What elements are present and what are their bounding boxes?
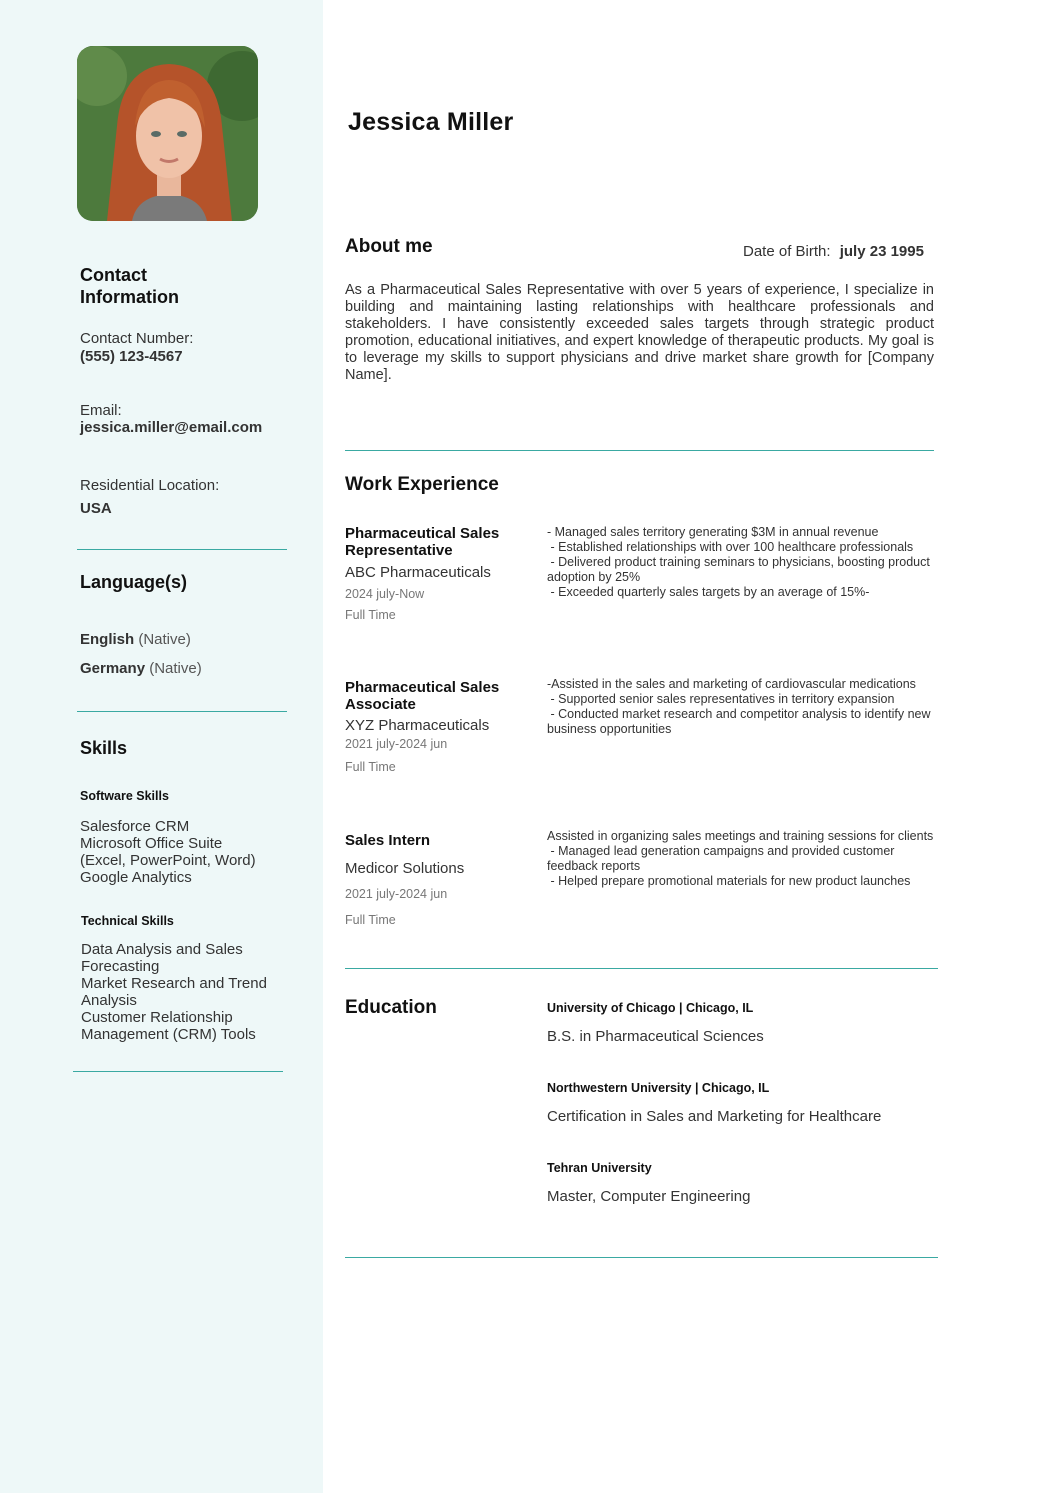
education-degree: Master, Computer Engineering (547, 1188, 751, 1205)
main-content (323, 0, 1055, 1493)
sidebar (0, 0, 323, 1493)
job-company: XYZ Pharmaceuticals (345, 717, 490, 734)
job-bullets (547, 829, 937, 889)
job-bullet: - Managed sales territory generating $3M in annual revenue (547, 525, 879, 539)
job-bullet: - Supported senior sales representatives in territory expansion (547, 692, 895, 706)
skill-item: Management (CRM) Tools (81, 1026, 256, 1043)
skill-item: Salesforce CRM (80, 818, 190, 835)
technical-skills-heading: Technical Skills (81, 914, 174, 928)
software-skills-list (80, 818, 256, 886)
language-item (80, 660, 202, 677)
job-type: Full Time (345, 913, 396, 927)
job-bullet: -Assisted in the sales and marketing of cardiovascular medications (547, 677, 916, 691)
candidate-name: Jessica Miller (348, 108, 514, 136)
skill-item: Customer Relationship (81, 1009, 233, 1026)
skill-item: Data Analysis and Sales (81, 941, 243, 958)
job-bullet: - Helped prepare promotional materials for new product launches (547, 874, 911, 888)
language-name: Germany (80, 660, 146, 677)
job-bullet: - Exceeded quarterly sales targets by an average of 15%- (547, 585, 870, 599)
work-heading: Work Experience (345, 474, 499, 495)
job-company: ABC Pharmaceuticals (345, 564, 491, 581)
education-school: Northwestern University | Chicago, IL (547, 1081, 770, 1095)
skill-item: Microsoft Office Suite (80, 835, 223, 852)
job-bullet: - Conducted market research and competitor analysis to identify new business opportunities (547, 707, 935, 736)
job-bullet: - Established relationships with over 100 healthcare professionals (547, 540, 914, 554)
date-of-birth (743, 243, 924, 260)
education-degree: B.S. in Pharmaceutical Sciences (547, 1028, 764, 1045)
job-dates: 2021 july-2024 jun (345, 887, 448, 901)
language-level: (Native) (149, 660, 202, 677)
education-heading: Education (345, 997, 437, 1018)
job-bullets (547, 677, 947, 737)
dob-label: Date of Birth: (743, 243, 831, 260)
job-bullet: - Delivered product training seminars to physicians, boosting product adoption by 25% (547, 555, 934, 584)
job-dates: 2024 july-Now (345, 587, 425, 601)
education-school: Tehran University (547, 1161, 652, 1175)
education-degree: Certification in Sales and Marketing for Healthcare (547, 1108, 882, 1125)
skill-item: Market Research and Trend (81, 975, 267, 992)
email-value: jessica.miller@email.com (80, 419, 263, 436)
education-school: University of Chicago | Chicago, IL (547, 1001, 754, 1015)
location-value: USA (80, 500, 112, 517)
skills-divider (73, 1071, 283, 1072)
software-skills-heading: Software Skills (80, 789, 169, 803)
phone-label: Contact Number: (80, 330, 194, 347)
skill-item: (Excel, PowerPoint, Word) (80, 852, 256, 869)
about-heading: About me (345, 236, 433, 257)
education-divider (345, 1257, 938, 1258)
job-dates: 2021 july-2024 jun (345, 737, 448, 751)
profile-photo (77, 46, 258, 221)
job-type: Full Time (345, 760, 396, 774)
job-title: Sales Intern (345, 832, 431, 849)
job-type: Full Time (345, 608, 396, 622)
skill-item: Analysis (81, 992, 137, 1009)
job-bullet: - Managed lead generation campaigns and provided customer feedback reports (547, 844, 898, 873)
language-name: English (80, 631, 135, 648)
job-bullets (547, 525, 942, 600)
technical-skills-list (81, 941, 267, 1043)
location-label: Residential Location: (80, 477, 220, 494)
job-title: Pharmaceutical Sales Associate (345, 679, 500, 713)
job-bullet: Assisted in organizing sales meetings and training sessions for clients (547, 829, 934, 843)
skills-heading: Skills (80, 738, 128, 758)
languages-divider (77, 711, 287, 712)
languages-heading: Language(s) (80, 572, 188, 592)
language-item (80, 631, 191, 648)
job-company: Medicor Solutions (345, 860, 465, 877)
about-text: As a Pharmaceutical Sales Representative with over 5 years of experience, I specialize in building and maintaining lasting relationships with healthcare professionals and stakeholders. I have consistently exceeded sales targets through strategic product promotion, educational initiatives, and expert knowledge of therapeutic products. My goal is to leverage my skills to support physicians and drive market share growth for [Company Name]. (345, 282, 934, 383)
dob-value: july 23 1995 (839, 243, 924, 260)
contact-heading: Contact Information (80, 265, 179, 307)
skill-item: Google Analytics (80, 869, 192, 886)
profile-photo-illustration (77, 46, 258, 221)
job-title: Pharmaceutical Sales Representative (345, 525, 500, 559)
work-divider (345, 968, 938, 969)
email-label: Email: (80, 402, 122, 419)
skill-item: Forecasting (81, 958, 160, 975)
language-level: (Native) (138, 631, 191, 648)
contact-divider (77, 549, 287, 550)
about-divider (345, 450, 934, 451)
phone-value: (555) 123-4567 (80, 348, 183, 365)
